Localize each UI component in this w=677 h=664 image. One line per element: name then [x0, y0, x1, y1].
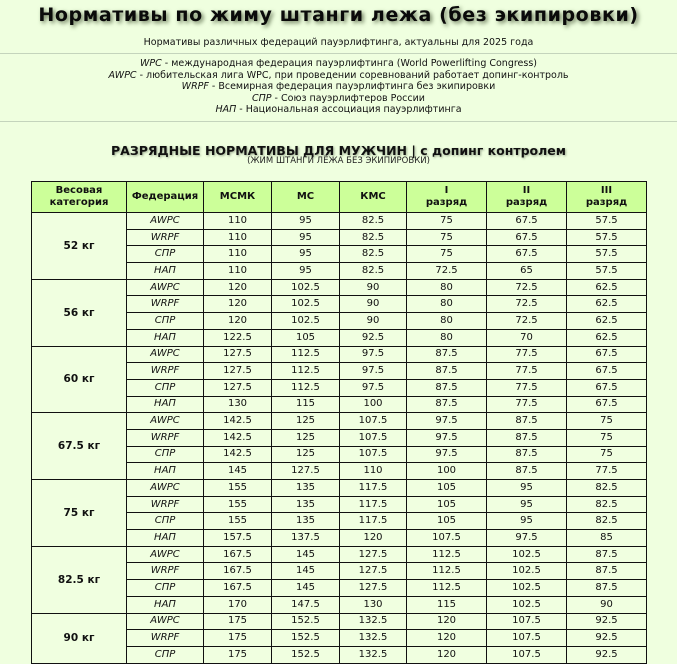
standard-value-cell: 107.5: [340, 413, 407, 430]
standard-value-cell: 97.5: [340, 363, 407, 380]
standard-value-cell: 102.5: [272, 313, 340, 330]
standard-value-cell: 107.5: [487, 613, 567, 630]
standard-value-cell: 102.5: [487, 596, 567, 613]
federation-cell: СПР: [127, 313, 204, 330]
standard-value-cell: 57.5: [567, 263, 647, 280]
standard-value-cell: 67.5: [567, 396, 647, 413]
standard-value-cell: 62.5: [567, 329, 647, 346]
standard-value-cell: 135: [272, 480, 340, 497]
standard-value-cell: 145: [272, 546, 340, 563]
standard-value-cell: 137.5: [272, 530, 340, 547]
column-header-weight-category: [32, 182, 127, 213]
standard-value-cell: 157.5: [204, 530, 272, 547]
standard-value-cell: 67.5: [487, 246, 567, 263]
legend-text: - Национальная ассоциация пауэрлифтинга: [236, 104, 462, 116]
standard-value-cell: 82.5: [340, 246, 407, 263]
section-title: РАЗРЯДНЫЕ НОРМАТИВЫ ДЛЯ МУЖЧИН | с допинг контролем: [111, 143, 566, 158]
standard-value-cell: 90: [340, 313, 407, 330]
standard-value-cell: 92.5: [340, 329, 407, 346]
standard-value-cell: 67.5: [567, 379, 647, 396]
standard-value-cell: 130: [340, 596, 407, 613]
standard-value-cell: 82.5: [567, 496, 647, 513]
standard-value-cell: 117.5: [340, 480, 407, 497]
standard-value-cell: 75: [407, 246, 487, 263]
standard-value-cell: 87.5: [407, 379, 487, 396]
standard-value-cell: 87.5: [567, 580, 647, 597]
standard-value-cell: 120: [340, 530, 407, 547]
standard-value-cell: 117.5: [340, 496, 407, 513]
standard-value-cell: 127.5: [340, 563, 407, 580]
standard-value-cell: 65: [487, 263, 567, 280]
table-row: [32, 346, 647, 363]
page-subtitle: Нормативы различных федераций пауэрлифтинга, актуальны для 2025 года: [143, 37, 534, 48]
standard-value-cell: 95: [487, 513, 567, 530]
legend-text: - Союз пауэрлифтеров России: [271, 92, 425, 104]
federation-cell: AWPC: [127, 346, 204, 363]
federation-legend: [0, 58, 677, 116]
standard-value-cell: 142.5: [204, 429, 272, 446]
standard-value-cell: 112.5: [272, 346, 340, 363]
legend-item: [0, 104, 677, 116]
standard-value-cell: 155: [204, 513, 272, 530]
standard-value-cell: 120: [204, 313, 272, 330]
standards-table: [31, 181, 647, 664]
standard-value-cell: 107.5: [487, 646, 567, 663]
standard-value-cell: 75: [567, 429, 647, 446]
standard-value-cell: 112.5: [272, 363, 340, 380]
section-subtitle: (ЖИМ ШТАНГИ ЛЁЖА БЕЗ ЭКИПИРОВКИ): [247, 156, 430, 166]
standard-value-cell: 62.5: [567, 296, 647, 313]
standard-value-cell: 135: [272, 496, 340, 513]
standard-value-cell: 122.5: [204, 329, 272, 346]
header-line: I: [444, 185, 449, 196]
standard-value-cell: 132.5: [340, 646, 407, 663]
divider: [0, 121, 677, 122]
column-header-kms: [340, 182, 407, 213]
standard-value-cell: 82.5: [567, 513, 647, 530]
standard-value-cell: 112.5: [272, 379, 340, 396]
standard-value-cell: 102.5: [272, 296, 340, 313]
federation-cell: AWPC: [127, 413, 204, 430]
header-line: разряд: [505, 197, 548, 208]
standard-value-cell: 167.5: [204, 563, 272, 580]
federation-cell: СПР: [127, 580, 204, 597]
standard-value-cell: 75: [407, 213, 487, 230]
standard-value-cell: 70: [487, 329, 567, 346]
standard-value-cell: 77.5: [567, 463, 647, 480]
standard-value-cell: 120: [204, 296, 272, 313]
standard-value-cell: 92.5: [567, 630, 647, 647]
standard-value-cell: 117.5: [340, 513, 407, 530]
weight-category-cell: 82.5 кг: [32, 546, 127, 613]
federation-cell: AWPC: [127, 613, 204, 630]
standard-value-cell: 87.5: [567, 546, 647, 563]
standard-value-cell: 95: [272, 213, 340, 230]
standard-value-cell: 67.5: [567, 346, 647, 363]
standard-value-cell: 85: [567, 530, 647, 547]
standard-value-cell: 120: [407, 646, 487, 663]
standard-value-cell: 105: [272, 329, 340, 346]
standard-value-cell: 120: [407, 613, 487, 630]
standard-value-cell: 87.5: [487, 446, 567, 463]
table-header-row: [32, 182, 647, 213]
standard-value-cell: 167.5: [204, 580, 272, 597]
standard-value-cell: 67.5: [487, 213, 567, 230]
standard-value-cell: 110: [204, 213, 272, 230]
legend-text: - международная федерация пауэрлифтинга (World Powerlifting Congress): [161, 58, 538, 69]
standard-value-cell: 57.5: [567, 246, 647, 263]
standard-value-cell: 127.5: [204, 346, 272, 363]
standard-value-cell: 75: [567, 413, 647, 430]
standard-value-cell: 82.5: [340, 263, 407, 280]
legend-item: [0, 81, 677, 93]
standard-value-cell: 80: [407, 279, 487, 296]
federation-cell: СПР: [127, 446, 204, 463]
standard-value-cell: 115: [272, 396, 340, 413]
weight-category-cell: 75 кг: [32, 480, 127, 547]
legend-item: [0, 93, 677, 105]
standard-value-cell: 175: [204, 630, 272, 647]
standard-value-cell: 110: [340, 463, 407, 480]
federation-cell: НАП: [127, 263, 204, 280]
federation-cell: AWPC: [127, 279, 204, 296]
standard-value-cell: 145: [204, 463, 272, 480]
header-line: Федерация: [131, 191, 199, 202]
federation-cell: WRPF: [127, 363, 204, 380]
federation-cell: WRPF: [127, 630, 204, 647]
standard-value-cell: 142.5: [204, 446, 272, 463]
weight-category-cell: 56 кг: [32, 279, 127, 346]
standard-value-cell: 100: [340, 396, 407, 413]
standard-value-cell: 77.5: [487, 396, 567, 413]
table-row: [32, 546, 647, 563]
header-line: КМС: [360, 191, 386, 202]
standard-value-cell: 77.5: [487, 363, 567, 380]
standard-value-cell: 95: [272, 263, 340, 280]
standard-value-cell: 112.5: [407, 546, 487, 563]
standard-value-cell: 72.5: [487, 313, 567, 330]
standard-value-cell: 132.5: [340, 630, 407, 647]
standard-value-cell: 77.5: [487, 379, 567, 396]
standard-value-cell: 95: [487, 496, 567, 513]
standard-value-cell: 90: [340, 279, 407, 296]
standard-value-cell: 130: [204, 396, 272, 413]
standard-value-cell: 152.5: [272, 630, 340, 647]
divider: [0, 53, 677, 54]
standard-value-cell: 120: [204, 279, 272, 296]
standard-value-cell: 107.5: [407, 530, 487, 547]
header-line: разряд: [425, 197, 468, 208]
standard-value-cell: 167.5: [204, 546, 272, 563]
federation-cell: WRPF: [127, 563, 204, 580]
standard-value-cell: 110: [204, 263, 272, 280]
standard-value-cell: 82.5: [567, 480, 647, 497]
federation-cell: AWPC: [127, 480, 204, 497]
standard-value-cell: 175: [204, 613, 272, 630]
standard-value-cell: 145: [272, 580, 340, 597]
legend-abbr: AWPC: [108, 69, 137, 81]
legend-item: [0, 58, 677, 70]
standard-value-cell: 115: [407, 596, 487, 613]
standard-value-cell: 80: [407, 296, 487, 313]
header-line: Весовая: [55, 185, 103, 196]
standard-value-cell: 120: [407, 630, 487, 647]
standard-value-cell: 90: [567, 596, 647, 613]
table-row: [32, 480, 647, 497]
standard-value-cell: 90: [340, 296, 407, 313]
standard-value-cell: 152.5: [272, 613, 340, 630]
standard-value-cell: 175: [204, 646, 272, 663]
legend-abbr: WPC: [139, 58, 162, 69]
standard-value-cell: 155: [204, 496, 272, 513]
weight-category-cell: 90 кг: [32, 613, 127, 663]
weight-category-cell: 52 кг: [32, 213, 127, 280]
standard-value-cell: 125: [272, 429, 340, 446]
standard-value-cell: 57.5: [567, 213, 647, 230]
standard-value-cell: 67.5: [567, 363, 647, 380]
header-line: МСМК: [219, 191, 256, 202]
federation-cell: НАП: [127, 530, 204, 547]
federation-cell: WRPF: [127, 296, 204, 313]
standard-value-cell: 92.5: [567, 613, 647, 630]
standard-value-cell: 77.5: [487, 346, 567, 363]
table-row: [32, 279, 647, 296]
standard-value-cell: 97.5: [487, 530, 567, 547]
standard-value-cell: 102.5: [487, 563, 567, 580]
standard-value-cell: 110: [204, 246, 272, 263]
standard-value-cell: 87.5: [567, 563, 647, 580]
standard-value-cell: 72.5: [487, 279, 567, 296]
standard-value-cell: 87.5: [487, 463, 567, 480]
page-title: Нормативы по жиму штанги лежа (без экипировки): [38, 4, 639, 26]
standard-value-cell: 125: [272, 413, 340, 430]
federation-cell: WRPF: [127, 229, 204, 246]
legend-item: [0, 70, 677, 82]
standard-value-cell: 170: [204, 596, 272, 613]
standard-value-cell: 155: [204, 480, 272, 497]
standard-value-cell: 145: [272, 563, 340, 580]
standard-value-cell: 82.5: [340, 229, 407, 246]
standard-value-cell: 102.5: [272, 279, 340, 296]
standard-value-cell: 80: [407, 329, 487, 346]
standard-value-cell: 100: [407, 463, 487, 480]
column-header-rank-1: [407, 182, 487, 213]
federation-cell: AWPC: [127, 546, 204, 563]
federation-cell: СПР: [127, 246, 204, 263]
column-header-rank-2: [487, 182, 567, 213]
column-header-ms: [272, 182, 340, 213]
standard-value-cell: 102.5: [487, 580, 567, 597]
standard-value-cell: 105: [407, 513, 487, 530]
legend-text: - Всемирная федерация пауэрлифтинга без экипировки: [208, 81, 496, 93]
header-line: III: [600, 185, 613, 196]
standard-value-cell: 107.5: [340, 429, 407, 446]
standard-value-cell: 105: [407, 496, 487, 513]
standard-value-cell: 152.5: [272, 646, 340, 663]
standard-value-cell: 127.5: [340, 546, 407, 563]
standard-value-cell: 95: [272, 246, 340, 263]
standard-value-cell: 80: [407, 313, 487, 330]
standard-value-cell: 87.5: [407, 346, 487, 363]
legend-abbr: НАП: [215, 104, 237, 116]
standard-value-cell: 97.5: [340, 346, 407, 363]
standard-value-cell: 72.5: [407, 263, 487, 280]
column-header-msmk: [204, 182, 272, 213]
standard-value-cell: 142.5: [204, 413, 272, 430]
standard-value-cell: 127.5: [204, 363, 272, 380]
column-header-federation: [127, 182, 204, 213]
weight-category-cell: 60 кг: [32, 346, 127, 413]
federation-cell: НАП: [127, 396, 204, 413]
standard-value-cell: 75: [567, 446, 647, 463]
standard-value-cell: 87.5: [407, 363, 487, 380]
standard-value-cell: 105: [407, 480, 487, 497]
federation-cell: СПР: [127, 379, 204, 396]
standard-value-cell: 97.5: [407, 413, 487, 430]
federation-cell: СПР: [127, 513, 204, 530]
header-line: II: [522, 185, 531, 196]
standard-value-cell: 95: [272, 229, 340, 246]
standard-value-cell: 107.5: [487, 630, 567, 647]
standard-value-cell: 107.5: [340, 446, 407, 463]
legend-abbr: СПР: [252, 92, 272, 104]
standard-value-cell: 62.5: [567, 279, 647, 296]
standard-value-cell: 132.5: [340, 613, 407, 630]
federation-cell: WRPF: [127, 429, 204, 446]
standard-value-cell: 67.5: [487, 229, 567, 246]
standard-value-cell: 92.5: [567, 646, 647, 663]
standard-value-cell: 135: [272, 513, 340, 530]
standard-value-cell: 125: [272, 446, 340, 463]
header-line: МС: [296, 191, 315, 202]
federation-cell: НАП: [127, 596, 204, 613]
legend-abbr: WRPF: [181, 81, 209, 93]
header-line: разряд: [585, 197, 628, 208]
standard-value-cell: 72.5: [487, 296, 567, 313]
federation-cell: НАП: [127, 463, 204, 480]
standard-value-cell: 87.5: [487, 413, 567, 430]
standard-value-cell: 112.5: [407, 563, 487, 580]
standard-value-cell: 147.5: [272, 596, 340, 613]
federation-cell: WRPF: [127, 496, 204, 513]
standard-value-cell: 82.5: [340, 213, 407, 230]
standard-value-cell: 57.5: [567, 229, 647, 246]
header-line: категория: [49, 197, 109, 208]
table-row: [32, 213, 647, 230]
standard-value-cell: 127.5: [272, 463, 340, 480]
standard-value-cell: 110: [204, 229, 272, 246]
legend-text: - любительская лига WPC, при проведении соревнований работает допинг-контроль: [136, 69, 569, 81]
federation-cell: AWPC: [127, 213, 204, 230]
standard-value-cell: 97.5: [407, 446, 487, 463]
table-row: [32, 413, 647, 430]
standard-value-cell: 97.5: [340, 379, 407, 396]
weight-category-cell: 67.5 кг: [32, 413, 127, 480]
standard-value-cell: 75: [407, 229, 487, 246]
column-header-rank-3: [567, 182, 647, 213]
standard-value-cell: 112.5: [407, 580, 487, 597]
standard-value-cell: 102.5: [487, 546, 567, 563]
standard-value-cell: 62.5: [567, 313, 647, 330]
standard-value-cell: 95: [487, 480, 567, 497]
federation-cell: НАП: [127, 329, 204, 346]
table-row: [32, 613, 647, 630]
standard-value-cell: 127.5: [340, 580, 407, 597]
standard-value-cell: 87.5: [487, 429, 567, 446]
standard-value-cell: 97.5: [407, 429, 487, 446]
standard-value-cell: 127.5: [204, 379, 272, 396]
federation-cell: СПР: [127, 646, 204, 663]
standard-value-cell: 87.5: [407, 396, 487, 413]
